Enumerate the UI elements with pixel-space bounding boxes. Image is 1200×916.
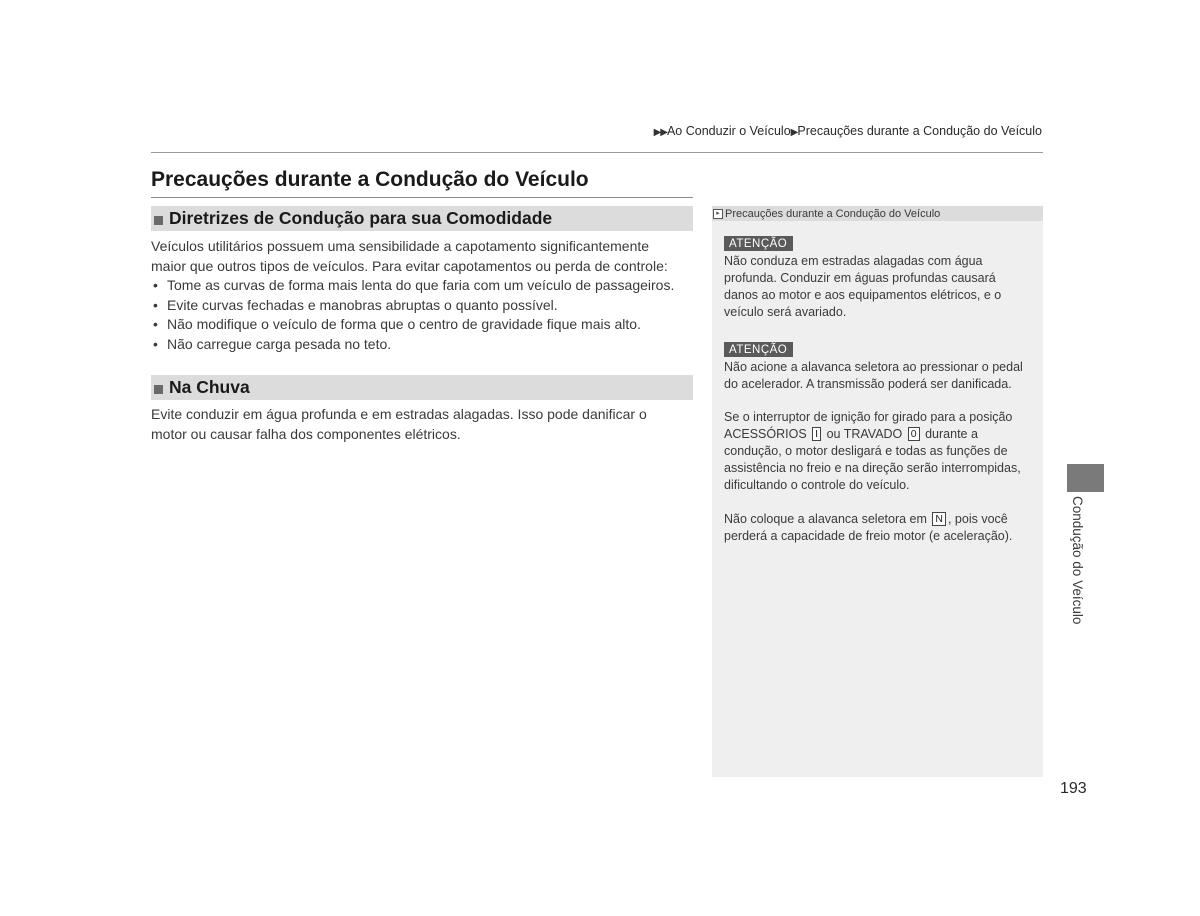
sidebar-header-title: Precauções durante a Condução do Veículo	[725, 207, 941, 220]
breadcrumb	[654, 124, 1042, 138]
note-line: Não conduza em estradas alagadas com água	[724, 254, 983, 268]
chapter-tab-label: Condução do Veículo	[1070, 496, 1085, 625]
note-line: danos ao motor e aos equipamentos elétricos, e o	[724, 288, 1002, 302]
note-text: , pois você	[947, 512, 1008, 526]
attention-badge: ATENÇÃO	[724, 236, 793, 251]
note-line: do acelerador. A transmissão poderá ser danificada.	[724, 377, 1012, 391]
note-text: ACESSÓRIOS	[724, 427, 807, 441]
gear-n-icon: N	[932, 512, 946, 526]
cross-reference-icon: ▸	[713, 209, 723, 219]
list-item: • Não carregue carga pesada no teto.	[151, 335, 696, 355]
paragraph-line: Veículos utilitários possuem uma sensibilidade a capotamento significantemente	[151, 238, 650, 254]
note-text: durante a	[925, 427, 978, 441]
breadcrumb-arrows-icon: ▶▶	[653, 127, 667, 138]
list-item: • Não modifique o veículo de forma que o centro de gravidade fique mais alto.	[151, 315, 696, 335]
title-underline	[151, 197, 693, 198]
page-title: Precauções durante a Condução do Veículo	[151, 168, 589, 191]
paragraph-line: Evite conduzir em água profunda e em estradas alagadas. Isso pode danificar o	[151, 406, 647, 422]
note-line: profunda. Conduzir em águas profundas causará	[724, 271, 996, 285]
section-heading-text: Na Chuva	[169, 377, 250, 397]
section-heading-text: Diretrizes de Condução para sua Comodidade	[169, 208, 553, 228]
note-line	[724, 426, 1039, 443]
breadcrumb-link-driving[interactable]: Ao Conduzir o Veículo	[666, 124, 791, 138]
breadcrumb-arrow-icon: ▶	[790, 127, 798, 138]
list-item: • Tome as curvas de forma mais lenta do que faria com um veículo de passageiros.	[151, 276, 696, 296]
section-body-comfort	[151, 237, 696, 354]
note-line: veículo será avariado.	[724, 305, 847, 319]
notes-sidebar	[712, 206, 1043, 777]
note-line	[724, 511, 1039, 528]
section-heading-rain	[151, 375, 693, 400]
neutral-note	[724, 511, 1039, 545]
note-line: perderá a capacidade de freio motor (e aceleração).	[724, 529, 1013, 543]
note-line: dificultando o controle do veículo.	[724, 478, 910, 492]
ignition-note	[724, 409, 1039, 494]
bullet-list	[151, 276, 696, 354]
attention-note-1	[724, 235, 1039, 321]
note-text: ou TRAVADO	[826, 427, 903, 441]
paragraph-line: motor ou causar falha dos componentes elétricos.	[151, 425, 461, 442]
ignition-key-i-icon: I	[812, 427, 821, 441]
page-number: 193	[1060, 780, 1087, 797]
header-divider	[151, 152, 1043, 153]
section-square-icon	[154, 216, 163, 225]
note-line: Se o interruptor de ignição for girado para a posição	[724, 410, 1013, 424]
paragraph-line: maior que outros tipos de veículos. Para evitar capotamentos ou perda de controle:	[151, 257, 668, 274]
breadcrumb-current: Precauções durante a Condução do Veículo	[797, 124, 1042, 138]
ignition-key-0-icon: 0	[908, 427, 920, 441]
attention-note-2	[724, 341, 1039, 393]
note-line: condução, o motor desligará e todas as funções de	[724, 444, 1008, 458]
note-line: Não acione a alavanca seletora ao pressionar o pedal	[724, 360, 1023, 374]
section-square-icon	[154, 385, 163, 394]
section-heading-comfort	[151, 206, 693, 231]
attention-badge: ATENÇÃO	[724, 342, 793, 357]
section-body-rain	[151, 405, 696, 444]
chapter-thumb-tab[interactable]	[1067, 464, 1104, 492]
list-item: • Evite curvas fechadas e manobras abruptas o quanto possível.	[151, 296, 696, 316]
note-line: assistência no freio e na direção serão interrompidas,	[724, 461, 1021, 475]
note-text: Não coloque a alavanca seletora em	[724, 512, 927, 526]
sidebar-header	[712, 206, 1043, 221]
